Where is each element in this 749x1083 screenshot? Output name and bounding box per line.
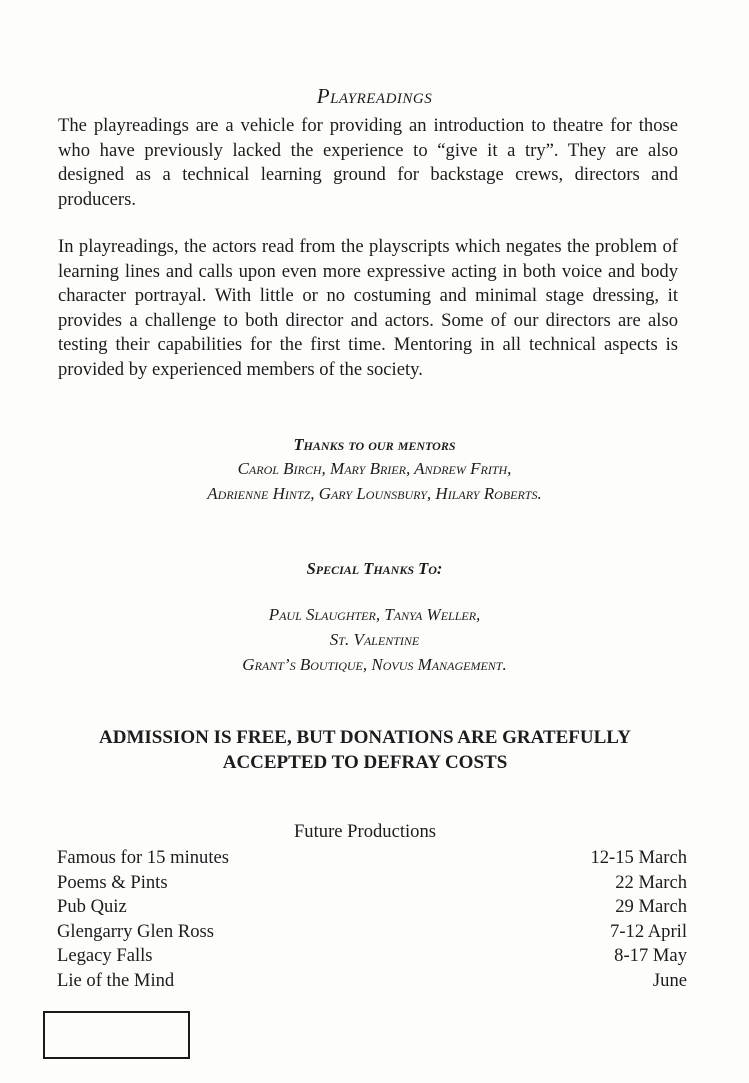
production-row	[57, 920, 687, 945]
production-date: June	[652, 969, 687, 991]
production-date: 8-17 May	[614, 945, 687, 967]
production-date: 29 March	[615, 896, 687, 918]
special-thanks-line: Paul Slaughter, Tanya Weller,	[268, 605, 481, 624]
page-title: Playreadings	[316, 84, 433, 108]
mentors-line: Carol Birch, Mary Brier, Andrew Frith,	[237, 459, 512, 478]
production-name: Pub Quiz	[57, 896, 127, 918]
production-name: Poems & Pints	[57, 871, 168, 893]
intro-paragraph: The playreadings are a vehicle for providing an introduction to theatre for those who have previously lacked the experience to “give it a try”. They are also designed as a technical learning ground for backstage crews, directors and producers.	[58, 115, 678, 210]
production-name: Famous for 15 minutes	[57, 847, 229, 868]
production-name: Glengarry Glen Ross	[57, 920, 214, 942]
mentors-heading: Thanks to our mentors	[293, 435, 456, 454]
production-name: Lie of the Mind	[57, 969, 175, 991]
admission-line: ACCEPTED TO DEFRAY COSTS	[222, 752, 508, 773]
admission-line: ADMISSION IS FREE, BUT DONATIONS ARE GRATEFULLY	[99, 727, 631, 748]
production-date: 7-12 April	[610, 920, 687, 942]
special-thanks-line: Grant’s Boutique, Novus Management.	[242, 655, 507, 674]
future-productions-list	[57, 846, 687, 994]
mentors-line: Adrienne Hintz, Gary Lounsbury, Hilary Roberts.	[207, 484, 542, 503]
production-row	[57, 846, 687, 871]
special-thanks-line: St. Valentine	[329, 630, 420, 649]
production-date: 12-15 March	[590, 847, 687, 868]
production-row	[57, 969, 687, 994]
production-row	[57, 871, 687, 896]
details-paragraph: In playreadings, the actors read from the playscripts which negates the problem of learning lines and calls upon even more expressive acting in both voice and body character portrayal. With little or no costuming and minimal stage dressing, it provides a challenge to both director and actors. Some of our directors are also testing their capabilities for the first time. Mentoring in all technical aspects is provided by experienced members of the society.	[58, 236, 678, 380]
production-row	[57, 895, 687, 920]
empty-box	[43, 1011, 190, 1059]
special-thanks-heading: Special Thanks To:	[306, 559, 443, 578]
future-productions-title: Future Productions	[293, 821, 437, 842]
production-date: 22 March	[615, 871, 687, 893]
admission-notice	[0, 725, 730, 775]
production-name: Legacy Falls	[57, 945, 153, 967]
production-row	[57, 944, 687, 969]
